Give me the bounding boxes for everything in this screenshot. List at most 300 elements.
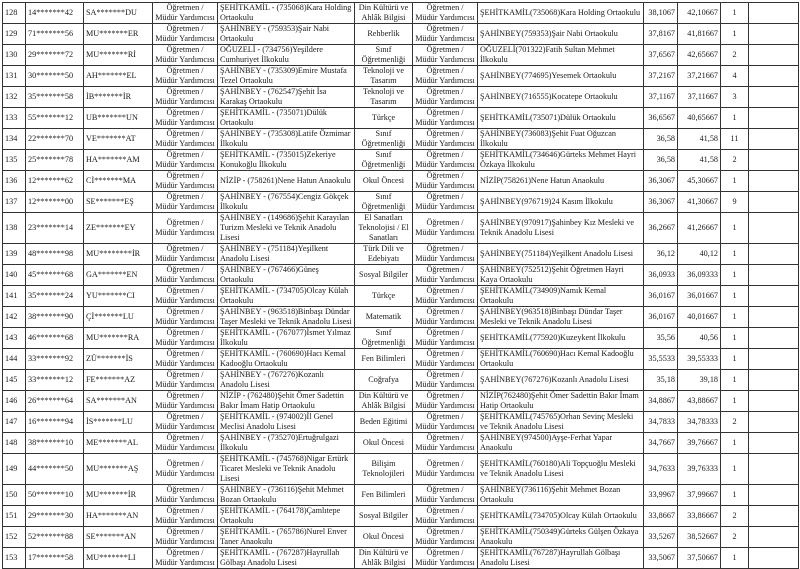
cell-count: 1 [721, 286, 749, 307]
cell-adjusted-score: 37,99667 [678, 485, 721, 506]
cell-current-position: Öğretmen / Müdür Yardımcısı [153, 171, 218, 192]
cell-current-position: Öğretmen / Müdür Yardımcısı [153, 129, 218, 150]
cell-current-position: Öğretmen / Müdür Yardımcısı [153, 108, 218, 129]
cell-row-number: 131 [3, 66, 26, 87]
cell-score: 36,58 [644, 129, 678, 150]
cell-masked-name: MU********İR [84, 244, 153, 265]
cell-assigned-school: ŞAHİNBEY(736116)Şehit Mehmet Bozan Ortaokulu [478, 485, 644, 506]
cell-score: 37,8167 [644, 24, 678, 45]
cell-masked-name: ZÜ*******İS [84, 349, 153, 370]
cell-masked-id: 26*******64 [26, 391, 84, 412]
table-row [3, 244, 799, 265]
cell-current-school: ŞAHİNBEY - (751184)Yeşilkent Anadolu Lisesi [218, 244, 355, 265]
cell-masked-id: 55*******12 [26, 108, 84, 129]
cell-assigned-school: ŞAHİNBEY(974500)Ayşe-Ferhat Yapar Anaokulu [478, 433, 644, 454]
cell-branch: Sınıf Öğretmenliği [355, 45, 413, 66]
cell-adjusted-score: 41,30667 [678, 192, 721, 213]
cell-row-number: 152 [3, 527, 26, 548]
cell-current-position: Öğretmen / Müdür Yardımcısı [153, 527, 218, 548]
cell-score: 36,0167 [644, 286, 678, 307]
cell-row-number: 143 [3, 328, 26, 349]
cell-count: 1 [721, 213, 749, 244]
cell-assigned-school: ŞEHİTKAMİL(767287)Hayrullah Gölbaşı Anadolu Lisesi [478, 548, 644, 569]
cell-score: 33,9967 [644, 485, 678, 506]
cell-assigned-position: Öğretmen / Müdür Yardımcısı [413, 548, 478, 569]
cell-empty [749, 506, 799, 527]
assignment-table [2, 2, 799, 569]
cell-current-school: ŞEHİTKAMİL - (734705)Olcay Külah Ortaokulu [218, 286, 355, 307]
table-row [3, 527, 799, 548]
cell-masked-id: 38*******10 [26, 433, 84, 454]
cell-current-school: ŞEHİTKAMİL - (764178)Çamlıtepe Ortaokulu [218, 506, 355, 527]
cell-assigned-position: Öğretmen / Müdür Yardımcısı [413, 150, 478, 171]
cell-branch: El Sanatları Teknolojisi / El Sanatları [355, 213, 413, 244]
cell-masked-id: 33*******12 [26, 370, 84, 391]
cell-masked-id: 44*******50 [26, 454, 84, 485]
table-row [3, 265, 799, 286]
table-row [3, 506, 799, 527]
cell-masked-name: MU*******Rİ [84, 45, 153, 66]
cell-assigned-school: ŞAHİNBEY(767276)Kozanlı Anadolu Lisesi [478, 370, 644, 391]
table-row [3, 87, 799, 108]
cell-count: 2 [721, 527, 749, 548]
cell-assigned-school: ŞEHİTKAMİL(734705)Olcay Külah Ortaokulu [478, 506, 644, 527]
cell-row-number: 150 [3, 485, 26, 506]
cell-empty [749, 192, 799, 213]
cell-branch: Sınıf Öğretmenliği [355, 129, 413, 150]
cell-current-position: Öğretmen / Müdür Yardımcısı [153, 485, 218, 506]
cell-current-position: Öğretmen / Müdür Yardımcısı [153, 24, 218, 45]
cell-current-school: ŞEHİTKAMİL - (735015)Zekeriye Konukoğlu İlkokulu [218, 150, 355, 171]
cell-count: 1 [721, 349, 749, 370]
cell-branch: Din Kültürü ve Ahlâk Bilgisi [355, 548, 413, 569]
cell-branch: Fen Bilimleri [355, 349, 413, 370]
cell-masked-id: 17*******58 [26, 548, 84, 569]
cell-row-number: 148 [3, 433, 26, 454]
cell-assigned-school: ŞAHİNBEY(752512)Şehit Öğretmen Hayri Kaya Ortaokulu [478, 265, 644, 286]
cell-adjusted-score: 33,86667 [678, 506, 721, 527]
cell-assigned-position: Öğretmen / Müdür Yardımcısı [413, 108, 478, 129]
cell-assigned-school: ŞAHİNBEY(759353)Şair Nabi Ortaokulu [478, 24, 644, 45]
cell-assigned-school: ŞAHİNBEY(774695)Yesemek Ortaokulu [478, 66, 644, 87]
cell-row-number: 129 [3, 24, 26, 45]
cell-masked-name: YU*******CI [84, 286, 153, 307]
cell-masked-name: HA*******AM [84, 150, 153, 171]
cell-branch: Türkçe [355, 108, 413, 129]
cell-masked-name: SE*******EŞ [84, 192, 153, 213]
cell-assigned-position: Öğretmen / Müdür Yardımcısı [413, 412, 478, 433]
cell-empty [749, 370, 799, 391]
cell-masked-id: 25*******78 [26, 150, 84, 171]
cell-masked-name: ZE*******EY [84, 213, 153, 244]
cell-adjusted-score: 43,88667 [678, 391, 721, 412]
cell-score: 34,7667 [644, 433, 678, 454]
table-row [3, 213, 799, 244]
cell-empty [749, 527, 799, 548]
table-row [3, 349, 799, 370]
cell-current-position: Öğretmen / Müdür Yardımcısı [153, 213, 218, 244]
cell-branch: Beden Eğitimi [355, 412, 413, 433]
cell-row-number: 144 [3, 349, 26, 370]
cell-assigned-school: ŞAHİNBEY(716555)Kocatepe Ortaokulu [478, 87, 644, 108]
cell-masked-id: 52*******88 [26, 527, 84, 548]
cell-score: 34,8867 [644, 391, 678, 412]
cell-adjusted-score: 36,09333 [678, 265, 721, 286]
cell-empty [749, 24, 799, 45]
cell-row-number: 141 [3, 286, 26, 307]
cell-current-position: Öğretmen / Müdür Yardımcısı [153, 66, 218, 87]
cell-branch: Din Kültürü ve Ahlâk Bilgisi [355, 391, 413, 412]
cell-assigned-position: Öğretmen / Müdür Yardımcısı [413, 307, 478, 328]
cell-current-school: ŞAHİNBEY - (762547)Şehit İsa Karakaş Ortaokulu [218, 87, 355, 108]
cell-count: 1 [721, 307, 749, 328]
cell-adjusted-score: 42,10667 [678, 3, 721, 24]
cell-row-number: 138 [3, 213, 26, 244]
cell-masked-name: İB*******İR [84, 87, 153, 108]
cell-count: 1 [721, 3, 749, 24]
cell-masked-name: AH*******EL [84, 66, 153, 87]
cell-assigned-position: Öğretmen / Müdür Yardımcısı [413, 527, 478, 548]
cell-current-school: ŞEHİTKAMİL - (767287)Hayrullah Gölbaşı Anadolu Lisesi [218, 548, 355, 569]
cell-row-number: 149 [3, 454, 26, 485]
cell-branch: Din Kültürü ve Ahlâk Bilgisi [355, 3, 413, 24]
cell-empty [749, 87, 799, 108]
table-row [3, 391, 799, 412]
cell-masked-name: SA*******AN [84, 391, 153, 412]
cell-assigned-school: OĞUZELİ(701322)Fatih Sultan Mehmet İlkokulu [478, 45, 644, 66]
cell-empty [749, 129, 799, 150]
cell-branch: Sınıf Öğretmenliği [355, 192, 413, 213]
cell-assigned-school: NİZİP(762480)Şehit Ömer Sadettin Bakır İmam Hatip Ortaokulu [478, 391, 644, 412]
cell-count: 1 [721, 370, 749, 391]
cell-masked-id: 50*******10 [26, 485, 84, 506]
cell-current-school: ŞEHİTKAMİL - (767077)İsmet Yılmaz İlkokulu [218, 328, 355, 349]
cell-current-school: ŞAHİNBEY - (149686)Şehit Karayılan Turizm Mesleki ve Teknik Anadolu Lisesi [218, 213, 355, 244]
cell-score: 35,5533 [644, 349, 678, 370]
table-row [3, 45, 799, 66]
cell-count: 1 [721, 454, 749, 485]
cell-assigned-position: Öğretmen / Müdür Yardımcısı [413, 370, 478, 391]
table-row [3, 129, 799, 150]
cell-masked-name: FE*******AZ [84, 370, 153, 391]
cell-adjusted-score: 41,58 [678, 129, 721, 150]
cell-assigned-school: ŞAHİNBEY(970917)Şahinbey Kız Mesleki ve Teknik Anadolu Lisesi [478, 213, 644, 244]
table-row [3, 454, 799, 485]
cell-adjusted-score: 37,11667 [678, 87, 721, 108]
cell-adjusted-score: 40,56 [678, 328, 721, 349]
cell-score: 33,5267 [644, 527, 678, 548]
cell-masked-id: 35*******24 [26, 286, 84, 307]
cell-branch: Fen Bilimleri [355, 485, 413, 506]
cell-count: 11 [721, 129, 749, 150]
cell-row-number: 140 [3, 265, 26, 286]
cell-current-position: Öğretmen / Müdür Yardımcısı [153, 307, 218, 328]
cell-masked-id: 23*******14 [26, 213, 84, 244]
cell-masked-id: 71*******56 [26, 24, 84, 45]
cell-assigned-school: ŞEHİTKAMİL(734909)Namık Kemal Ortaokulu [478, 286, 644, 307]
cell-empty [749, 412, 799, 433]
cell-adjusted-score: 34,78333 [678, 412, 721, 433]
cell-adjusted-score: 39,76667 [678, 433, 721, 454]
cell-current-position: Öğretmen / Müdür Yardımcısı [153, 328, 218, 349]
table-row [3, 485, 799, 506]
cell-masked-id: 16*******94 [26, 412, 84, 433]
cell-current-position: Öğretmen / Müdür Yardımcısı [153, 454, 218, 485]
cell-assigned-position: Öğretmen / Müdür Yardımcısı [413, 3, 478, 24]
cell-masked-name: Çİ*******LU [84, 307, 153, 328]
cell-current-position: Öğretmen / Müdür Yardımcısı [153, 45, 218, 66]
cell-count: 1 [721, 485, 749, 506]
cell-count: 9 [721, 192, 749, 213]
cell-adjusted-score: 41,26667 [678, 213, 721, 244]
cell-current-school: ŞAHİNBEY - (736116)Şehit Mehmet Bozan Ortaokulu [218, 485, 355, 506]
cell-row-number: 146 [3, 391, 26, 412]
cell-masked-id: 12*******62 [26, 171, 84, 192]
cell-assigned-position: Öğretmen / Müdür Yardımcısı [413, 328, 478, 349]
cell-assigned-position: Öğretmen / Müdür Yardımcısı [413, 213, 478, 244]
cell-score: 33,8667 [644, 506, 678, 527]
cell-masked-name: MU*******İR [84, 485, 153, 506]
cell-masked-id: 46*******68 [26, 328, 84, 349]
cell-assigned-school: NİZİP(758261)Nene Hatun Anaokulu [478, 171, 644, 192]
cell-empty [749, 171, 799, 192]
cell-current-school: ŞAHİNBEY - (735308)Latife Özmimar İlkokulu [218, 129, 355, 150]
cell-count: 1 [721, 265, 749, 286]
cell-assigned-position: Öğretmen / Müdür Yardımcısı [413, 192, 478, 213]
cell-masked-name: HA*******AN [84, 506, 153, 527]
cell-row-number: 132 [3, 87, 26, 108]
cell-assigned-school: ŞEHİTKAMİL(760690)Hacı Kemal Kadooğlu Ortaokulu [478, 349, 644, 370]
cell-adjusted-score: 38,52667 [678, 527, 721, 548]
cell-assigned-position: Öğretmen / Müdür Yardımcısı [413, 485, 478, 506]
cell-empty [749, 265, 799, 286]
cell-assigned-position: Öğretmen / Müdür Yardımcısı [413, 286, 478, 307]
cell-empty [749, 454, 799, 485]
table-row [3, 171, 799, 192]
cell-empty [749, 213, 799, 244]
cell-current-position: Öğretmen / Müdür Yardımcısı [153, 3, 218, 24]
cell-count: 1 [721, 171, 749, 192]
cell-current-position: Öğretmen / Müdür Yardımcısı [153, 150, 218, 171]
cell-assigned-position: Öğretmen / Müdür Yardımcısı [413, 265, 478, 286]
cell-branch: Okul Öncesi [355, 527, 413, 548]
cell-score: 35,18 [644, 370, 678, 391]
table-row [3, 24, 799, 45]
cell-score: 36,12 [644, 244, 678, 265]
cell-masked-name: SA*******DU [84, 3, 153, 24]
cell-assigned-position: Öğretmen / Müdür Yardımcısı [413, 244, 478, 265]
cell-current-school: ŞAHİNBEY - (735270)Ertuğrulgazi İlkokulu [218, 433, 355, 454]
cell-empty [749, 244, 799, 265]
cell-branch: Teknoloji ve Tasarım [355, 87, 413, 108]
cell-count: 1 [721, 391, 749, 412]
cell-current-school: ŞEHİTKAMİL - (735068)Kara Holding Ortaokulu [218, 3, 355, 24]
cell-current-school: ŞAHİNBEY - (767276)Kozanlı Anadolu Lisesi [218, 370, 355, 391]
cell-masked-name: MU*******RA [84, 328, 153, 349]
cell-current-school: ŞEHİTKAMİL - (765786)Nurel Enver Taner Anaokulu [218, 527, 355, 548]
cell-branch: Bilişim Teknolojileri [355, 454, 413, 485]
cell-masked-name: UB*******UN [84, 108, 153, 129]
cell-current-school: ŞAHİNBEY - (963518)Binbaşı Dündar Taşer Mesleki ve Teknik Anadolu Lisesi [218, 307, 355, 328]
table-row [3, 286, 799, 307]
cell-row-number: 137 [3, 192, 26, 213]
cell-count: 1 [721, 244, 749, 265]
cell-masked-id: 29*******72 [26, 45, 84, 66]
cell-current-position: Öğretmen / Müdür Yardımcısı [153, 87, 218, 108]
cell-masked-id: 14*******42 [26, 3, 84, 24]
cell-branch: Okul Öncesi [355, 433, 413, 454]
cell-score: 36,58 [644, 150, 678, 171]
cell-masked-name: MU*******AŞ [84, 454, 153, 485]
cell-current-position: Öğretmen / Müdür Yardımcısı [153, 506, 218, 527]
cell-current-school: NİZİP - (758261)Nene Hatun Anaokulu [218, 171, 355, 192]
cell-current-school: ŞAHİNBEY - (759353)Şair Nabi Ortaokulu [218, 24, 355, 45]
cell-current-school: ŞEHİTKAMİL - (974002)İl Genel Meclisi Anadolu Lisesi [218, 412, 355, 433]
cell-assigned-school: ŞAHİNBEY(976719)24 Kasım İlkokulu [478, 192, 644, 213]
cell-current-position: Öğretmen / Müdür Yardımcısı [153, 265, 218, 286]
cell-branch: Okul Öncesi [355, 171, 413, 192]
cell-masked-id: 38*******90 [26, 307, 84, 328]
cell-row-number: 153 [3, 548, 26, 569]
cell-branch: Matematik [355, 307, 413, 328]
cell-assigned-position: Öğretmen / Müdür Yardımcısı [413, 129, 478, 150]
assignment-table-body [3, 3, 799, 569]
document-page [2, 2, 798, 569]
cell-masked-id: 30*******50 [26, 66, 84, 87]
cell-masked-name: İS*******LU [84, 412, 153, 433]
cell-assigned-school: ŞEHİTKAMİL(735068)Kara Holding Ortaokulu [478, 3, 644, 24]
cell-score: 37,2167 [644, 66, 678, 87]
cell-adjusted-score: 39,55333 [678, 349, 721, 370]
cell-branch: Teknoloji ve Tasarım [355, 66, 413, 87]
cell-adjusted-score: 40,12 [678, 244, 721, 265]
cell-assigned-position: Öğretmen / Müdür Yardımcısı [413, 45, 478, 66]
cell-masked-name: Cİ*******MA [84, 171, 153, 192]
cell-current-school: NİZİP - (762480)Şehit Ömer Sadettin Bakır İmam Hatip Ortaokulu [218, 391, 355, 412]
cell-assigned-position: Öğretmen / Müdür Yardımcısı [413, 24, 478, 45]
cell-empty [749, 286, 799, 307]
cell-current-position: Öğretmen / Müdür Yardımcısı [153, 548, 218, 569]
cell-assigned-position: Öğretmen / Müdür Yardımcısı [413, 454, 478, 485]
cell-current-position: Öğretmen / Müdür Yardımcısı [153, 370, 218, 391]
table-row [3, 108, 799, 129]
cell-empty [749, 349, 799, 370]
cell-row-number: 142 [3, 307, 26, 328]
cell-row-number: 128 [3, 3, 26, 24]
cell-branch: Türkçe [355, 286, 413, 307]
cell-row-number: 136 [3, 171, 26, 192]
cell-row-number: 135 [3, 150, 26, 171]
cell-assigned-position: Öğretmen / Müdür Yardımcısı [413, 433, 478, 454]
cell-empty [749, 485, 799, 506]
cell-current-position: Öğretmen / Müdür Yardımcısı [153, 349, 218, 370]
cell-score: 33,5067 [644, 548, 678, 569]
cell-row-number: 130 [3, 45, 26, 66]
cell-masked-name: MU*******ER [84, 24, 153, 45]
cell-count: 4 [721, 66, 749, 87]
cell-empty [749, 307, 799, 328]
cell-current-position: Öğretmen / Müdür Yardımcısı [153, 286, 218, 307]
cell-current-position: Öğretmen / Müdür Yardımcısı [153, 412, 218, 433]
cell-assigned-school: ŞEHİTKAMİL(735071)Dülük Ortaokulu [478, 108, 644, 129]
cell-adjusted-score: 45,30667 [678, 171, 721, 192]
cell-masked-id: 33*******92 [26, 349, 84, 370]
cell-count: 3 [721, 87, 749, 108]
cell-count: 1 [721, 328, 749, 349]
table-row [3, 66, 799, 87]
cell-branch: Sosyal Bilgiler [355, 506, 413, 527]
cell-assigned-school: ŞEHİTKAMİL(775920)Kuzeykent İlkokulu [478, 328, 644, 349]
cell-assigned-position: Öğretmen / Müdür Yardımcısı [413, 391, 478, 412]
cell-empty [749, 328, 799, 349]
cell-branch: Rehberlik [355, 24, 413, 45]
table-row [3, 412, 799, 433]
cell-masked-name: SE*******AN [84, 527, 153, 548]
table-row [3, 307, 799, 328]
cell-empty [749, 150, 799, 171]
cell-masked-id: 48*******98 [26, 244, 84, 265]
cell-current-position: Öğretmen / Müdür Yardımcısı [153, 192, 218, 213]
cell-assigned-school: ŞEHİTKAMİL(750349)Gürteks Gülşen Özkaya Anaokulu [478, 527, 644, 548]
cell-score: 34,7633 [644, 454, 678, 485]
cell-masked-id: 45*******68 [26, 265, 84, 286]
cell-assigned-position: Öğretmen / Müdür Yardımcısı [413, 349, 478, 370]
cell-assigned-school: ŞEHİTKAMİL(760180)Ali Topçuoğlu Mesleki ve Teknik Anadolu Lisesi [478, 454, 644, 485]
cell-row-number: 134 [3, 129, 26, 150]
cell-count: 2 [721, 412, 749, 433]
cell-masked-name: ME*******AL [84, 433, 153, 454]
table-row [3, 192, 799, 213]
cell-row-number: 147 [3, 412, 26, 433]
cell-current-school: ŞAHİNBEY - (735309)Emire Mustafa Tezel Ortaokulu [218, 66, 355, 87]
cell-masked-name: GA*******EN [84, 265, 153, 286]
cell-current-school: ŞAHİNBEY - (767554)Cengiz Gökçek İlkokulu [218, 192, 355, 213]
cell-masked-name: VE*******AT [84, 129, 153, 150]
cell-masked-id: 29*******30 [26, 506, 84, 527]
cell-assigned-position: Öğretmen / Müdür Yardımcısı [413, 506, 478, 527]
table-row [3, 150, 799, 171]
cell-adjusted-score: 37,50667 [678, 548, 721, 569]
cell-count: 1 [721, 108, 749, 129]
cell-current-position: Öğretmen / Müdür Yardımcısı [153, 433, 218, 454]
cell-current-school: ŞEHİTKAMİL - (735071)Dülük Ortaokulu [218, 108, 355, 129]
cell-adjusted-score: 39,18 [678, 370, 721, 391]
cell-count: 1 [721, 24, 749, 45]
cell-assigned-position: Öğretmen / Müdür Yardımcısı [413, 87, 478, 108]
table-row [3, 548, 799, 569]
cell-count: 1 [721, 433, 749, 454]
cell-assigned-position: Öğretmen / Müdür Yardımcısı [413, 171, 478, 192]
cell-empty [749, 108, 799, 129]
cell-current-position: Öğretmen / Müdür Yardımcısı [153, 244, 218, 265]
cell-empty [749, 548, 799, 569]
cell-row-number: 133 [3, 108, 26, 129]
cell-count: 2 [721, 150, 749, 171]
cell-empty [749, 66, 799, 87]
table-row [3, 370, 799, 391]
cell-empty [749, 391, 799, 412]
cell-branch: Sınıf Öğretmenliği [355, 328, 413, 349]
cell-empty [749, 433, 799, 454]
cell-count: 2 [721, 506, 749, 527]
cell-assigned-school: ŞAHİNBEY(963518)Binbaşı Dündar Taşer Mesleki ve Teknik Anadolu Lisesi [478, 307, 644, 328]
cell-empty [749, 3, 799, 24]
cell-adjusted-score: 42,65667 [678, 45, 721, 66]
cell-current-school: ŞAHİNBEY - (767466)Güneş Ortaokulu [218, 265, 355, 286]
table-row [3, 433, 799, 454]
cell-score: 36,3067 [644, 171, 678, 192]
cell-score: 34,7833 [644, 412, 678, 433]
